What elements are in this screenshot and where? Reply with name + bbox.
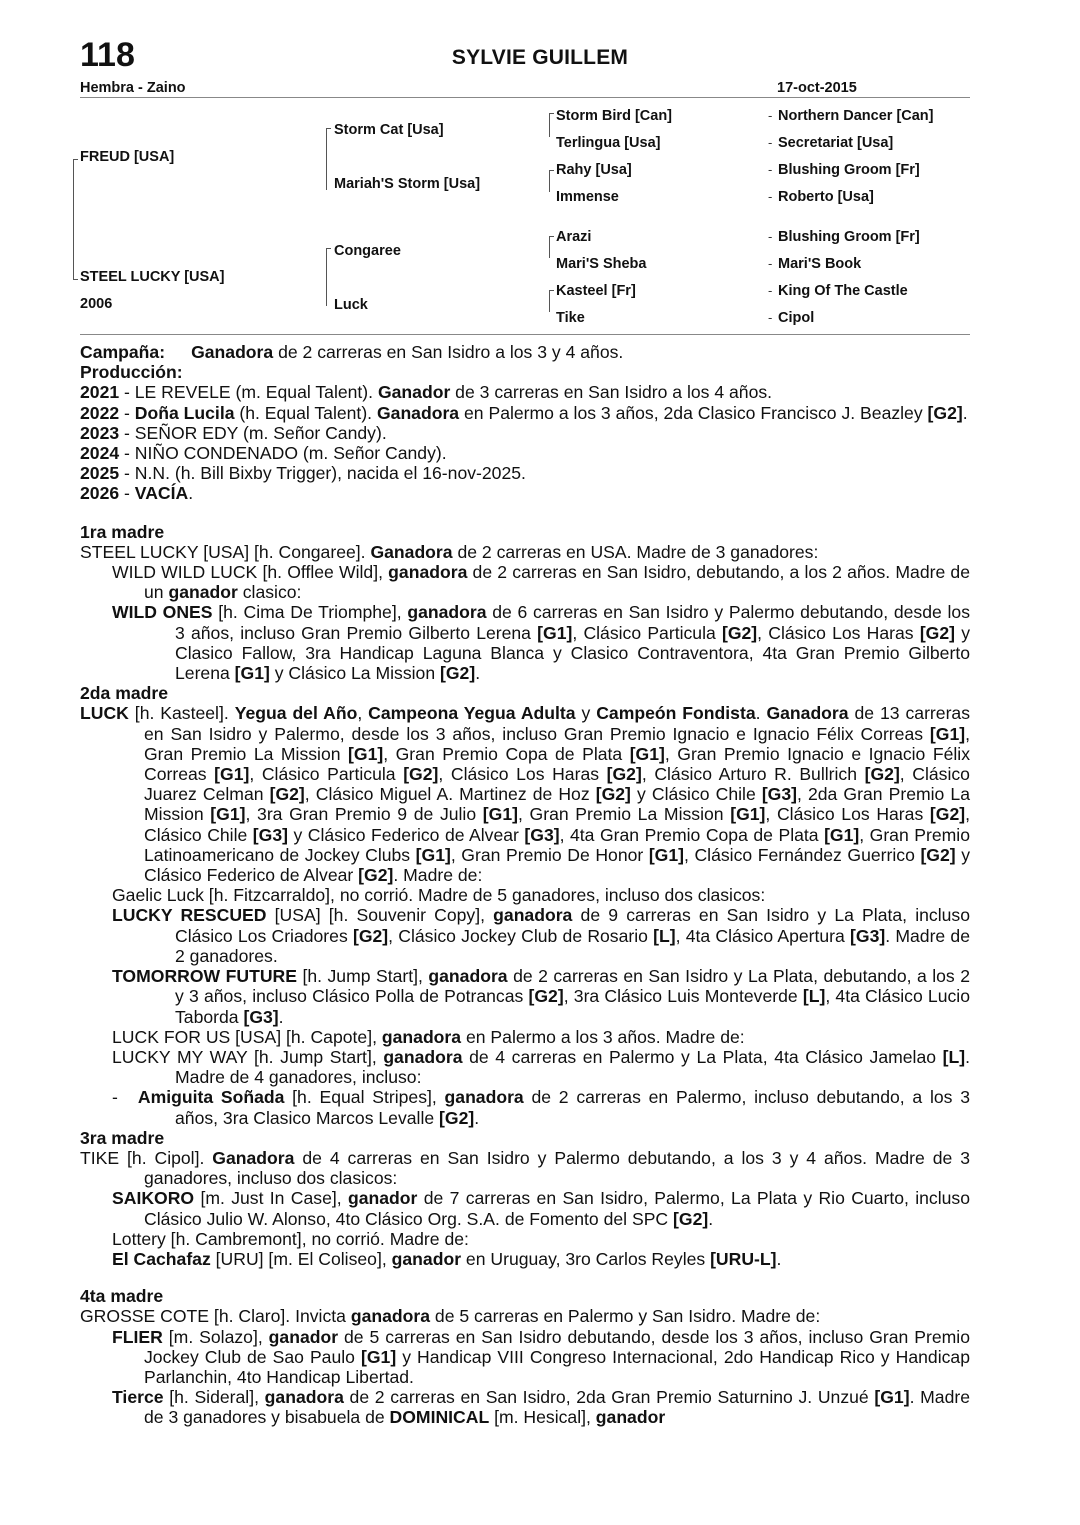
lot-number: 118 (80, 36, 135, 74)
horse-name: SYLVIE GUILLEM (451, 46, 629, 69)
ped-g3-8: Tike (556, 310, 585, 326)
production-2025: 2025 - N.N. (h. Bill Bixby Trigger), nacida el 16-nov-2025. (80, 463, 526, 484)
ped-g4-5: Blushing Groom [Fr] (778, 229, 920, 245)
ped-dam-year: 2006 (80, 296, 113, 312)
fourth-dam-heading: 4ta madre (80, 1286, 164, 1307)
ped-g3-2: Terlingua [Usa] (556, 135, 661, 151)
second-dam-gaelic: Gaelic Luck [h. Fitzcarraldo], no corrió. Madre de 5 ganadores, incluso dos clasicos: (112, 885, 766, 906)
fourth-dam-record: GROSSE COTE [h. Claro]. Invicta ganadora de 5 carreras en Palermo y San Isidro. Madre de: (80, 1306, 821, 1327)
production-2024: 2024 - NIÑO CONDENADO (m. Señor Candy). (80, 443, 447, 464)
third-dam-heading: 3ra madre (80, 1127, 165, 1148)
birth-date: 17-oct-2015 (777, 80, 857, 96)
ped-stub (73, 159, 78, 160)
ped-bracket (549, 290, 550, 312)
ped-g3-5: Arazi (556, 229, 592, 245)
ped-g2-3: Congaree (334, 243, 401, 259)
ped-g4-7: King Of The Castle (778, 283, 908, 299)
second-dam-tomorrow-future: TOMORROW FUTURE [h. Jump Start], ganadora de 2 carreras en San Isidro y La Plata, debutando, a los 2 y 3 años, incluso Clásico Polla de Potrancas [G2], 3ra Clásico Luis Monteverde [L], 4ta Clásico Lucio Taborda [G3]. (112, 966, 970, 1027)
ped-dam: STEEL LUCKY [USA] (80, 269, 225, 285)
ped-stub (326, 128, 331, 129)
ped-g4-4: Roberto [Usa] (778, 189, 874, 205)
first-dam-produce: WILD WILD LUCK [h. Offlee Wild], ganadora de 2 carreras en San Isidro, debutando, a los 2 años. Madre de un ganador clasico: (112, 562, 970, 603)
first-dam-grandproduce: WILD ONES [h. Cima De Triomphe], ganadora de 6 carreras en San Isidro y Palermo debutando, desde los 3 años, incluso Gran Premio Gilberto Lerena [G1], Clásico Particula [G2], Clásico Los Haras [G2] y Clasico Fallow, 3ra Handicap Laguna Blanca y Clasico Contraventora, 4ta Gran Premio Gilberto Lerena [G1] y Clásico La Mission [G2]. (112, 602, 970, 684)
ped-stub (549, 290, 554, 291)
ped-g4-1: Northern Dancer [Can] (778, 108, 934, 124)
ped-g4-6: Mari'S Book (778, 256, 862, 272)
ped-g2-4: Luck (334, 297, 368, 313)
ped-stub (549, 170, 554, 171)
ped-g3-7: Kasteel [Fr] (556, 283, 636, 299)
ped-bracket (549, 113, 550, 137)
ped-g3-1: Storm Bird [Can] (556, 108, 672, 124)
fourth-dam-flier: FLIER [m. Solazo], ganador de 5 carreras en San Isidro debutando, desde los 3 años, incluso Gran Premio Jockey Club de Sao Paulo [G1] y Handicap VIII Congreso Internacional, 2do Handicap Rico y Handicap Parlanchin, 4to Handicap Libertad. (112, 1326, 970, 1387)
fourth-dam-tierce: Tierce [h. Sideral], ganadora de 2 carreras en San Isidro, 2da Gran Premio Saturnino J. Unzué [G1]. Madre de 3 ganadores y bisabuela de DOMINICAL [m. Hesical], ganador (112, 1387, 970, 1428)
second-dam-record: LUCK [h. Kasteel]. Yegua del Año, Campeona Yegua Adulta y Campeón Fondista. Ganadora de 13 carreras en San Isidro y Palermo, desde los 3 años, incluso Gran Premio Ignacio e Ignacio Félix Correas [G1], Gran Premio La Mission [G1], Gran Premio Copa de Plata [G1], Gran Premio Ignacio e Ignacio Félix Correas [G1], Clásico Particula [G2], Clásico Los Haras [G2], Clásico Arturo R. Bullrich [G2], Clásico Juarez Celman [G2], Clásico Miguel A. Martinez de Hoz [G2] y Clásico Chile [G3], 2da Gran Premio La Mission [G1], 3ra Gran Premio 9 de Julio [G1], Gran Premio La Mission [G1], Clásico Los Haras [G2], Clásico Chile [G3] y Clásico Federico de Alvear [G3], 4ta Gran Premio Copa de Plata [G1], Gran Premio Latinoamericano de Jockey Clubs [G1], Gran Premio De Honor [G1], Clásico Fernández Guerrico [G2] y Clásico Federico de Alvear [G2]. Madre de: (80, 703, 971, 886)
ped-bracket (73, 159, 74, 279)
production-2021: 2021 - LE REVELE (m. Equal Talent). Ganador de 3 carreras en San Isidro a los 4 años. (80, 382, 773, 403)
third-dam-record: TIKE [h. Cipol]. Ganadora de 4 carreras en San Isidro y Palermo debutando, a los 3 y 4 años. Madre de 3 ganadores, incluso dos clasicos: (80, 1147, 971, 1189)
first-dam-line: STEEL LUCKY [USA] [h. Congaree]. Ganadora de 2 carreras en USA. Madre de 3 ganadores: (80, 541, 819, 562)
ped-g3-6: Mari'S Sheba (556, 256, 647, 272)
production-2022: 2022 - Doña Lucila (h. Equal Talent). Ganadora en Palermo a los 3 años, 2da Clasico Francisco J. Beazley [G2]. (80, 402, 968, 423)
first-dam-heading: 1ra madre (80, 521, 165, 542)
sex-color: Hembra - Zaino (80, 80, 186, 96)
ped-stub (73, 279, 78, 280)
pedigree-table: FREUD [USA] STEEL LUCKY [USA] 2006 Storm Cat [Usa] Mariah'S Storm [Usa] Congaree Luck Storm Bird [Can] Terlingua [Usa] Rahy [Usa] Immense Arazi Mari'S Sheba Kasteel [Fr] Tike - - - - - - - - Northern Dancer [Can] Secretariat [Usa] Blushing Groom [Fr] Roberto [Usa] Blushing Groom [Fr] Mari'S Book King Of The Castle Cipol (80, 97, 970, 335)
third-dam-lottery: Lottery [h. Cambremont], no corrió. Madre de: (112, 1228, 469, 1249)
ped-g2-1: Storm Cat [Usa] (334, 122, 444, 138)
ped-g3-4: Immense (556, 189, 619, 205)
ped-g4-2: Secretariat [Usa] (778, 135, 894, 151)
ped-g3-3: Rahy [Usa] (556, 162, 632, 178)
ped-stub (326, 248, 331, 249)
ped-bracket (326, 248, 327, 306)
ped-stub (549, 236, 554, 237)
catalog-body (80, 342, 970, 1428)
ped-bracket (549, 236, 550, 258)
second-dam-luck-for-us: LUCK FOR US [USA] [h. Capote], ganadora en Palermo a los 3 años. Madre de: (112, 1026, 745, 1047)
third-dam-cachafaz: El Cachafaz [URU] [m. El Coliseo], ganador en Uruguay, 3ro Carlos Reyles [URU-L]. (112, 1248, 782, 1269)
production-2023: 2023 - SEÑOR EDY (m. Señor Candy). (80, 422, 387, 443)
third-dam-saikoro: SAIKORO [m. Just In Case], ganador de 7 carreras en San Isidro, Palermo, La Plata y Rio Cuarto, incluso Clásico Julio W. Alonso, 4to Clásico Org. S.A. de Fomento del SPC [G2]. (112, 1188, 970, 1229)
campaign-line: Campaña: Ganadora de 2 carreras en San Isidro a los 3 y 4 años. (80, 342, 624, 362)
ped-g4-3: Blushing Groom [Fr] (778, 162, 920, 178)
ped-g4-8: Cipol (778, 310, 815, 326)
second-dam-heading: 2da madre (80, 683, 169, 704)
production-2026: 2026 - VACÍA. (80, 483, 194, 504)
production-heading: Producción: (80, 362, 183, 383)
ped-g2-2: Mariah'S Storm [Usa] (334, 176, 481, 192)
second-dam-amiguita: - Amiguita Soñada [h. Equal Stripes], ganadora de 2 carreras en Palermo, incluso debutando, a los 3 años, 3ra Clasico Marcos Levalle [G2]. (112, 1087, 970, 1128)
ped-sire: FREUD [USA] (80, 149, 175, 165)
second-dam-lucky-rescued: LUCKY RESCUED [USA] [h. Souvenir Copy], ganadora de 9 carreras en San Isidro y La Plata, incluso Clásico Los Criadores [G2], Clásico Jockey Club de Rosario [L], 4ta Clásico Apertura [G3]. Madre de 2 ganadores. (112, 905, 970, 966)
ped-bracket (549, 170, 550, 192)
ped-stub (549, 113, 554, 114)
second-dam-lucky-my-way: LUCKY MY WAY [h. Jump Start], ganadora de 4 carreras en Palermo y La Plata, 4ta Clásico Jamelao [L]. Madre de 4 ganadores, incluso: (112, 1046, 970, 1088)
ped-bracket (326, 128, 327, 190)
